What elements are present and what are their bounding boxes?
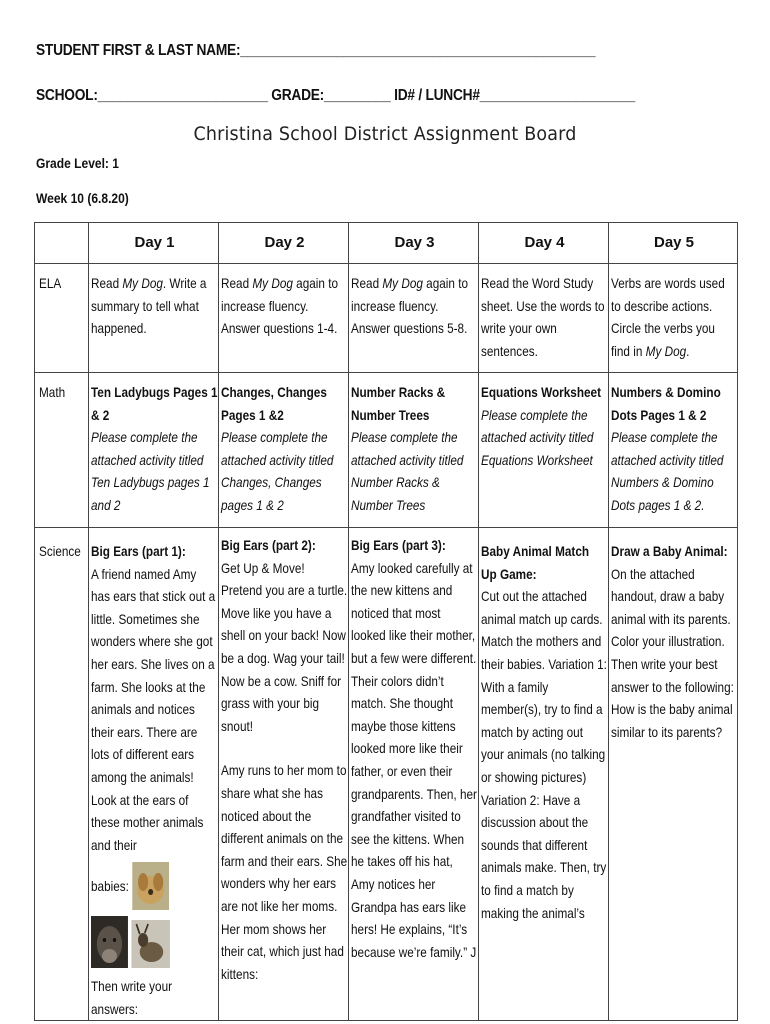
assignment-table bbox=[34, 222, 738, 1021]
math-day2: Changes, Changes Pages 1 &2 Please complete the attached activity titled Changes, Changes pages 1 & 2 bbox=[221, 384, 334, 513]
school-grade-id-line: SCHOOL:_______________________ GRADE:_________ ID# / LUNCH#_____________________ bbox=[36, 87, 636, 104]
math-day5: Numbers & Domino Dots Pages 1 & 2 Please complete the attached activity titled Numbers & Domino Dots pages 1 & 2. bbox=[611, 384, 724, 513]
day-header: Day 5 bbox=[609, 223, 738, 264]
row-label: Science bbox=[39, 543, 81, 559]
week-label: Week 10 (6.8.20) bbox=[36, 190, 129, 206]
table-row-math bbox=[35, 373, 738, 528]
ela-day1: Read My Dog. Write a summary to tell what happened. bbox=[91, 275, 207, 337]
science-day2: Big Ears (part 2): Get Up & Move! Pretend you are a turtle. Move like you have a shell on your back! Now be a dog. Wag your tail! Now be a cow. Sniff for grass with your big snout! Amy runs to her mom to share what she has noticed about the different animals on the farm and their ears. She wonders why her ears are not like her moms. Her mom shows her their cat, which just had kittens: bbox=[221, 537, 348, 982]
day-header: Day 1 bbox=[89, 223, 219, 264]
ela-day3: Read My Dog again to increase fluency. Answer questions 5-8. bbox=[351, 275, 469, 337]
table-row-science bbox=[35, 528, 738, 1021]
ela-day4: Read the Word Study sheet. Use the words to write your own sentences. bbox=[481, 275, 605, 359]
grade-level: Grade Level: 1 bbox=[36, 155, 119, 171]
day-header: Day 2 bbox=[219, 223, 349, 264]
table-row-ela bbox=[35, 264, 738, 373]
math-day1: Ten Ladybugs Pages 1 & 2 Please complete the attached activity titled Ten Ladybugs pages 1 and 2 bbox=[91, 384, 218, 513]
row-label: ELA bbox=[39, 275, 62, 291]
corner-cell bbox=[35, 223, 89, 264]
student-name-line: STUDENT FIRST & LAST NAME:________________________________________________ bbox=[36, 42, 596, 59]
day-header: Day 4 bbox=[479, 223, 609, 264]
math-day4: Equations Worksheet Please complete the attached activity titled Equations Worksheet bbox=[481, 384, 602, 468]
row-label: Math bbox=[39, 384, 66, 400]
cow-photo bbox=[91, 916, 128, 975]
science-day1: Big Ears (part 1): A friend named Amy has ears that stick out a little. Sometimes she wonders where she got her ears. She lives on a farm. She looks at the animals and notices their ears. There are lots of different ears among the animals! Look at the ears of these mother animals and their babies: Then write your answers: bbox=[91, 543, 216, 1017]
day-header: Day 3 bbox=[349, 223, 479, 264]
science-day3: Big Ears (part 3): Amy looked carefully at the new kittens and noticed that most looked like their mother, but a few were different. Their colors didn’t match. She thought maybe those kittens looked more like their father, or even their grandparents. Then, her grandfather visited to see the kittens. When he takes off his hat, Amy notices her Grandpa has ears like hers! He explains, “It’s because we’re family.” J bbox=[351, 537, 477, 960]
science-day4: Baby Animal Match Up Game: Cut out the attached animal match up cards. Match the mothers and their babies. Variation 1: With a family member(s), try to find a match by acting out your animals (no talking or showing pictures) Variation 2: Have a discussion about the sounds that different animals make. Then, try to find a match by making the animal’s bbox=[481, 543, 607, 921]
page-title: Christina School District Assignment Board bbox=[193, 123, 577, 145]
science-day5: Draw a Baby Animal: On the attached handout, draw a baby animal with its parents. Color your illustration. Then write your best answer to the following: How is the baby animal similar to its parents? bbox=[611, 543, 734, 740]
ela-day2: Read My Dog again to increase fluency. Answer questions 1-4. bbox=[221, 275, 339, 337]
goat-photo bbox=[131, 920, 170, 975]
dog-photo bbox=[132, 862, 169, 917]
ela-day5: Verbs are words used to describe actions. Circle the verbs you find in My Dog. bbox=[611, 275, 725, 359]
math-day3: Number Racks & Number Trees Please complete the attached activity titled Number Racks & Number Trees bbox=[351, 384, 464, 513]
table-header-row bbox=[35, 223, 738, 264]
